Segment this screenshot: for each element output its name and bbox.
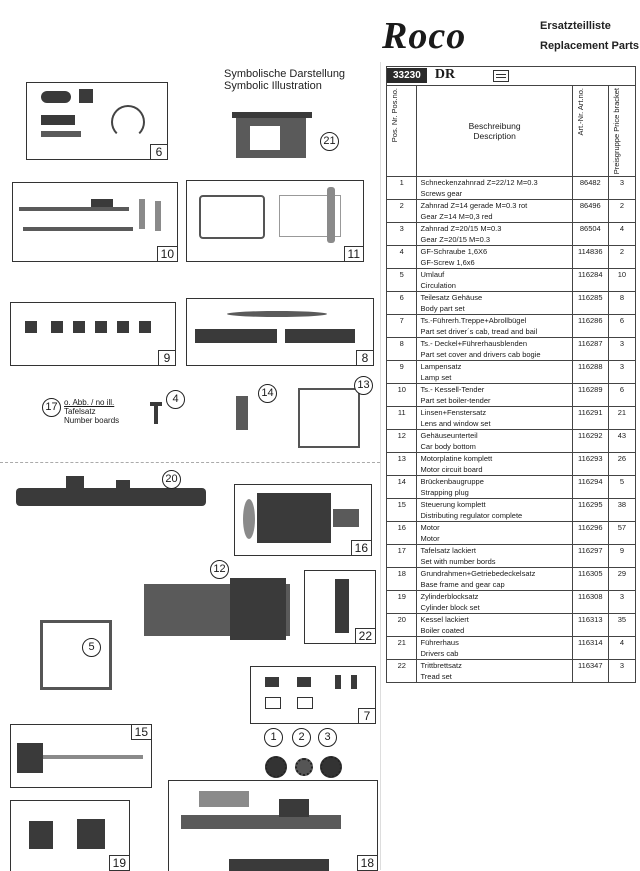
symbolic-en: Symbolic Illustration [224,80,322,92]
row-desc-de: Ts.- Kessell-Tender [420,385,485,395]
row-desc-en: Motor [420,534,440,544]
row-desc-de: GF-Schraube 1,6X6 [420,247,488,257]
row-desc-de: Gehäuseunterteil [420,431,478,441]
row-desc-en: Boiler coated [420,626,465,636]
row-pos: 14 [387,476,417,499]
label-2: 2 [292,728,311,747]
row-desc [417,177,572,200]
table-row [387,545,636,568]
row-desc [417,223,572,246]
row-desc-en: Screws gear [420,189,463,199]
row-price: 2 [608,200,635,223]
row-desc [417,315,572,338]
row-price: 38 [608,499,635,522]
title-de: Ersatzteilliste [540,20,611,32]
row-desc [417,338,572,361]
screw-part [154,404,158,424]
table-header [387,86,636,177]
table-row [387,361,636,384]
row-art: 116293 [572,453,608,476]
row-desc-de: Motor [420,523,440,533]
table-row [387,637,636,660]
row-price: 3 [608,591,635,614]
row-price: 3 [608,361,635,384]
row-desc-en: Base frame and gear cap [420,580,505,590]
row-art: 116314 [572,637,608,660]
flag-icon [493,70,509,82]
row-art: 116313 [572,614,608,637]
label-18: 18 [357,855,378,871]
table-row [387,407,636,430]
row-desc-de: Brückenbaugruppe [420,477,484,487]
panel-9 [10,302,176,366]
panel-6 [26,82,168,160]
note-line1: o. Abb. / no ill. [64,398,115,407]
symbolic-de: Symbolische Darstellung [224,68,346,80]
table-row [387,614,636,637]
label-10: 10 [157,246,178,262]
row-desc-en: Gear Z=14 M=0,3 red [420,212,493,222]
table-body [387,177,636,683]
row-desc-de: Grundrahmen+Getriebedeckelsatz [420,569,536,579]
panel-8 [186,298,374,366]
row-desc [417,200,572,223]
row-desc [417,660,572,683]
col-pos: Pos. Nr. Pos.no. [390,88,399,143]
label-11: 11 [344,246,364,262]
no-illustration-note [64,398,119,425]
row-pos: 20 [387,614,417,637]
note-line2: Tafelsatz [64,407,96,416]
row-pos: 8 [387,338,417,361]
row-art: 116284 [572,269,608,292]
row-desc-de: Linsen+Fenstersatz [420,408,487,418]
row-desc-de: Lampensatz [420,362,462,372]
row-price: 43 [608,430,635,453]
panel-11 [186,180,364,262]
row-desc-en: Part set cover and drivers cab bogie [420,350,541,360]
row-desc [417,246,572,269]
row-desc-de: Zahnrad Z=20/15 M=0.3 [420,224,502,234]
row-desc [417,614,572,637]
row-art: 116292 [572,430,608,453]
col-desc-en: Description [473,131,516,142]
table-row [387,591,636,614]
row-pos: 6 [387,292,417,315]
row-pos: 1 [387,177,417,200]
row-desc [417,361,572,384]
row-desc-en: Distributing regulator complete [420,511,523,521]
row-art: 116291 [572,407,608,430]
row-desc-en: Gear Z=20/15 M=0.3 [420,235,491,245]
table-row [387,430,636,453]
table-row [387,568,636,591]
label-9: 9 [158,350,176,366]
row-price: 8 [608,292,635,315]
row-art: 116296 [572,522,608,545]
row-art: 116286 [572,315,608,338]
panel-10 [12,182,178,262]
row-desc [417,637,572,660]
row-art: 86496 [572,200,608,223]
row-art: 86504 [572,223,608,246]
row-price: 57 [608,522,635,545]
row-price: 10 [608,269,635,292]
table-row [387,223,636,246]
model-code: 33230 [387,68,427,83]
label-6: 6 [150,144,168,160]
row-desc-de: Schneckenzahnrad Z=22/12 M=0.3 [420,178,538,188]
note-line3: Number boards [64,416,120,425]
row-art: 116289 [572,384,608,407]
row-desc [417,499,572,522]
strapping-plug-part [236,396,248,430]
row-pos: 11 [387,407,417,430]
table-row [387,315,636,338]
row-desc-en: Tread set [420,672,452,682]
row-desc [417,269,572,292]
row-pos: 13 [387,453,417,476]
row-desc-en: Circulation [420,281,456,291]
panel-18 [168,780,378,871]
row-pos: 12 [387,430,417,453]
label-7: 7 [358,708,376,724]
row-pos: 19 [387,591,417,614]
row-pos: 18 [387,568,417,591]
row-pos: 9 [387,361,417,384]
table-row [387,292,636,315]
label-4: 4 [166,390,185,409]
row-desc-en: Cylinder block set [420,603,480,613]
roco-logo: Roco [382,15,467,57]
row-desc-de: Ts.- Deckel+Führerhausblenden [420,339,528,349]
row-art: 116347 [572,660,608,683]
gear-3-icon [320,756,342,778]
row-desc [417,476,572,499]
motor-board-part [298,388,360,448]
row-desc-de: Ts.-Führerh.Treppe+Abrollbügel [420,316,527,326]
row-desc [417,430,572,453]
row-desc-en: Strapping plug [420,488,469,498]
label-19: 19 [109,855,130,871]
row-art: 116308 [572,591,608,614]
table-row [387,476,636,499]
label-17: 17 [42,398,61,417]
row-price: 9 [608,545,635,568]
label-3: 3 [318,728,337,747]
table-row [387,338,636,361]
table-row [387,499,636,522]
row-desc-en: Lamp set [420,373,452,383]
table-row [387,453,636,476]
row-pos: 17 [387,545,417,568]
panel-22 [304,570,376,644]
table-row [387,200,636,223]
row-art: 116297 [572,545,608,568]
row-desc-en: Lens and window set [420,419,491,429]
panel-19 [10,800,130,871]
gear-2-icon [295,758,313,776]
row-pos: 7 [387,315,417,338]
row-pos: 2 [387,200,417,223]
table-row [387,246,636,269]
row-price: 4 [608,223,635,246]
row-price: 5 [608,476,635,499]
panel-7 [250,666,376,724]
label-16: 16 [351,540,372,556]
row-price: 21 [608,407,635,430]
part-21-illustration [206,104,336,162]
row-price: 3 [608,177,635,200]
row-desc-de: Führerhaus [420,638,459,648]
row-desc [417,591,572,614]
row-art: 116305 [572,568,608,591]
row-desc-de: Zahnrad Z=14 gerade M=0.3 rot [420,201,528,211]
row-price: 6 [608,384,635,407]
row-desc [417,407,572,430]
table-title-row [387,67,636,86]
row-price: 3 [608,660,635,683]
label-15: 15 [131,724,152,740]
row-art: 116294 [572,476,608,499]
row-desc [417,522,572,545]
row-desc-en: Drivers cab [420,649,459,659]
label-14: 14 [258,384,277,403]
row-price: 35 [608,614,635,637]
row-desc-en: Motor circuit board [420,465,483,475]
table-row [387,660,636,683]
row-desc [417,545,572,568]
railway-code: DR [434,67,456,82]
row-desc-en: Set with number bords [420,557,496,567]
label-13: 13 [354,376,373,395]
row-pos: 15 [387,499,417,522]
row-desc-en: GF-Screw 1,6x6 [420,258,475,268]
row-pos: 5 [387,269,417,292]
label-21: 21 [320,132,339,151]
row-price: 6 [608,315,635,338]
row-pos: 16 [387,522,417,545]
page-divider [380,62,381,870]
row-pos: 4 [387,246,417,269]
circulation-part [40,620,112,690]
row-art: 86482 [572,177,608,200]
row-desc-en: Body part set [420,304,465,314]
row-desc [417,453,572,476]
label-1: 1 [264,728,283,747]
row-pos: 3 [387,223,417,246]
row-desc-de: Tafelsatz lackiert [420,546,476,556]
row-pos: 21 [387,637,417,660]
row-art: 116285 [572,292,608,315]
row-desc-en: Part set driver´s cab, tread and bail [420,327,538,337]
row-desc-de: Steuerung komplett [420,500,486,510]
row-desc-de: Zylinderblocksatz [420,592,479,602]
row-art: 116295 [572,499,608,522]
label-8: 8 [356,350,374,366]
row-desc-de: Trittbrettsatz [420,661,462,671]
boiler-part [16,476,212,512]
row-desc [417,292,572,315]
panel-16 [234,484,372,556]
row-desc-de: Umlauf [420,270,445,280]
row-desc [417,384,572,407]
gear-1-icon [265,756,287,778]
row-desc-en: Car body bottom [420,442,476,452]
row-price: 2 [608,246,635,269]
table-row [387,522,636,545]
row-pos: 10 [387,384,417,407]
label-5: 5 [82,638,101,657]
row-art: 116288 [572,361,608,384]
row-desc [417,568,572,591]
row-desc-de: Motorplatine komplett [420,454,493,464]
row-desc-de: Kessel lackiert [420,615,469,625]
label-20: 20 [162,470,181,489]
row-price: 4 [608,637,635,660]
col-price: Preisgruppe Price bracket [611,88,621,175]
row-price: 29 [608,568,635,591]
row-desc-en: Part set boiler-tender [420,396,491,406]
row-price: 26 [608,453,635,476]
row-art: 114836 [572,246,608,269]
row-desc-de: Teilesatz Gehäuse [420,293,483,303]
title-en: Replacement Parts [540,40,640,52]
row-price: 3 [608,338,635,361]
col-desc-de: Beschreibung [468,121,521,132]
panel-15 [10,724,152,788]
label-12: 12 [210,560,229,579]
table-row [387,177,636,200]
col-art: Art.-Nr. Art.no. [575,88,585,136]
parts-table [386,66,636,683]
row-art: 116287 [572,338,608,361]
table-row [387,269,636,292]
table-row [387,384,636,407]
label-22: 22 [355,628,376,644]
row-pos: 22 [387,660,417,683]
